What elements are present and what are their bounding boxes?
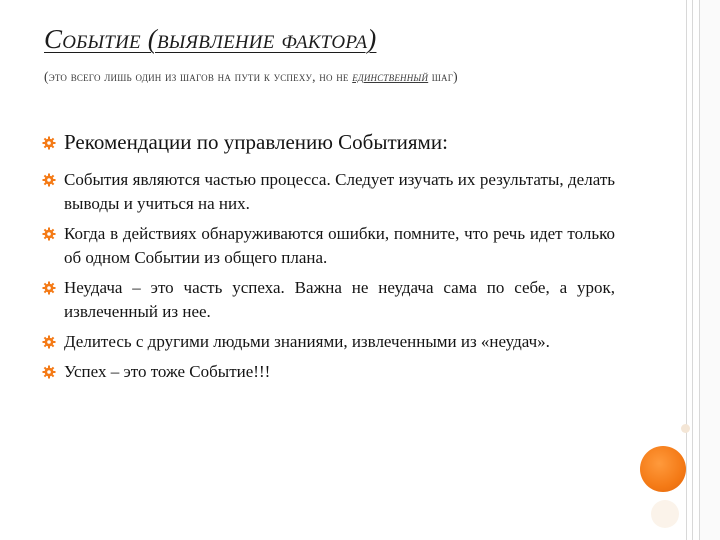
- right-border-line: [699, 0, 700, 540]
- gear-icon: [42, 227, 56, 241]
- decorative-dot-faint: [651, 500, 679, 528]
- decorative-dot-small: [681, 424, 690, 433]
- right-border-line: [692, 0, 693, 540]
- list-item-text: Делитесь с другими людьми знаниями, извлеченными из «неудач».: [64, 332, 550, 351]
- gear-icon: [42, 365, 56, 379]
- list-item-text: Успех – это тоже Событие!!!: [64, 362, 271, 381]
- right-border-line: [686, 0, 687, 540]
- decorative-orange-circle: [640, 446, 686, 492]
- gear-icon: [42, 281, 56, 295]
- gear-icon: [42, 335, 56, 349]
- list-item-text: События являются частью процесса. Следует изучать их результаты, делать выводы и учиться на них.: [64, 170, 615, 213]
- list-item: [40, 276, 615, 324]
- bullet-list: [40, 128, 615, 390]
- subtitle-text: (это всего лишь один из шагов на пути к успеху, но не: [44, 69, 353, 84]
- subtitle-text-end: шаг): [428, 69, 458, 84]
- list-item: [40, 330, 615, 354]
- list-item: [40, 360, 615, 384]
- list-item-text: Неудача – это часть успеха. Важна не неудача сама по себе, а урок, извлеченный из нее.: [64, 278, 615, 321]
- gear-icon: [42, 173, 56, 187]
- list-item-text: Рекомендации по управлению Событиями:: [64, 130, 448, 154]
- subtitle-emphasis: единственный: [352, 69, 429, 84]
- gear-icon: [42, 136, 56, 150]
- list-item-text: Когда в действиях обнаруживаются ошибки, помните, что речь идет только об одном Событии из общего плана.: [64, 224, 615, 267]
- list-item: [40, 222, 615, 270]
- slide-subtitle: [44, 64, 604, 89]
- list-item: [40, 168, 615, 216]
- right-border-fill: [700, 0, 720, 540]
- slide-title: Событие (выявление фактора): [44, 24, 377, 54]
- list-item: [40, 128, 615, 156]
